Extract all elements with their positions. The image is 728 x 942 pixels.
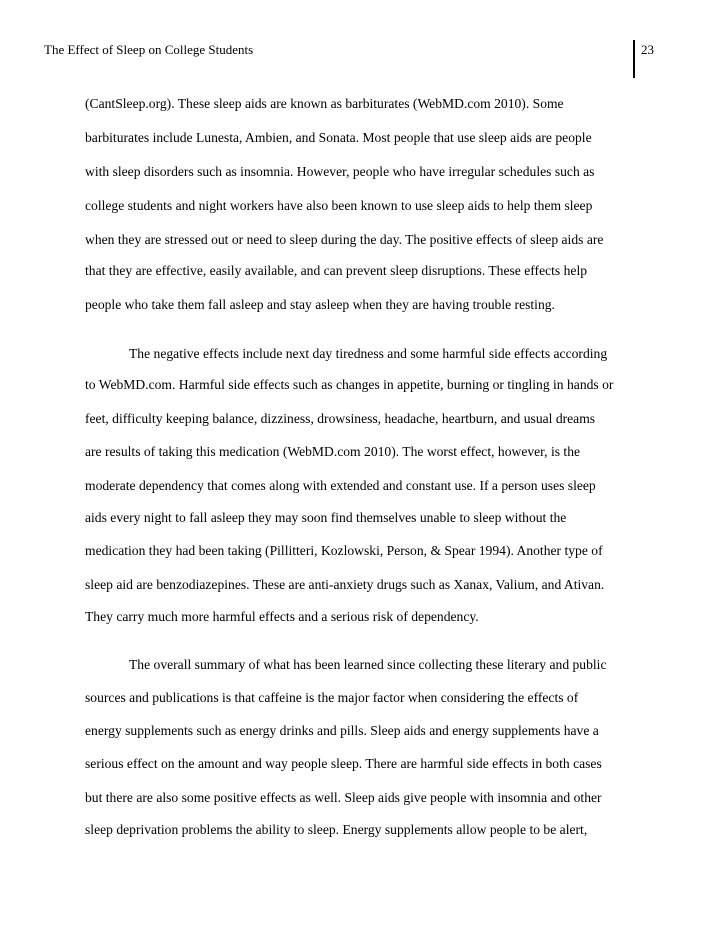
paragraph-first-line: The negative effects include next day tiredness and some harmful side effects according: [129, 346, 608, 361]
paragraph-line: medication they had been taking (Pillitteri, Kozlowski, Person, & Spear 1994). Another type of: [85, 543, 603, 558]
paragraph-line: moderate dependency that comes along with extended and constant use. If a person uses sleep: [85, 478, 596, 493]
paragraph-line: sleep deprivation problems the ability to sleep. Energy supplements allow people to be alert,: [85, 822, 588, 837]
paragraph-line: when they are stressed out or need to sleep during the day. The positive effects of sleep aids are: [85, 232, 604, 247]
running-head-title: The Effect of Sleep on College Students: [44, 42, 254, 57]
paragraph-line: are results of taking this medication (WebMD.com 2010). The worst effect, however, is the: [85, 444, 581, 459]
paragraph-line: people who take them fall asleep and stay asleep when they are having trouble resting.: [85, 297, 555, 312]
page-number: 23: [641, 42, 654, 57]
paragraph-line: feet, difficulty keeping balance, dizziness, drowsiness, headache, heartburn, and usual dreams: [85, 411, 596, 426]
paragraph-line: to WebMD.com. Harmful side effects such as changes in appetite, burning or tingling in hands or: [85, 377, 614, 392]
paragraph-line: sleep aid are benzodiazepines. These are anti-anxiety drugs such as Xanax, Valium, and Ativan.: [85, 577, 605, 592]
paragraph-line: that they are effective, easily available, and can prevent sleep disruptions. These effects help: [85, 263, 588, 278]
paragraph-line: with sleep disorders such as insomnia. However, people who have irregular schedules such as: [85, 164, 595, 179]
paragraph-line: college students and night workers have also been known to use sleep aids to help them sleep: [85, 198, 593, 213]
paragraph-line: energy supplements such as energy drinks and pills. Sleep aids and energy supplements have a: [85, 723, 599, 738]
paragraph-line: serious effect on the amount and way people sleep. There are harmful side effects in both cases: [85, 756, 602, 771]
paragraph-line: They carry much more harmful effects and a serious risk of dependency.: [85, 609, 479, 624]
paragraph-line: but there are also some positive effects as well. Sleep aids give people with insomnia and other: [85, 790, 602, 805]
paragraph-first-line: The overall summary of what has been learned since collecting these literary and public: [129, 657, 607, 672]
header-divider: [633, 40, 635, 78]
paragraph-line: sources and publications is that caffeine is the major factor when considering the effects of: [85, 690, 579, 705]
paragraph-line: (CantSleep.org). These sleep aids are known as barbiturates (WebMD.com 2010). Some: [85, 96, 564, 111]
paragraph-line: barbiturates include Lunesta, Ambien, and Sonata. Most people that use sleep aids are people: [85, 130, 592, 145]
paragraph-line: aids every night to fall asleep they may soon find themselves unable to sleep without the: [85, 510, 567, 525]
